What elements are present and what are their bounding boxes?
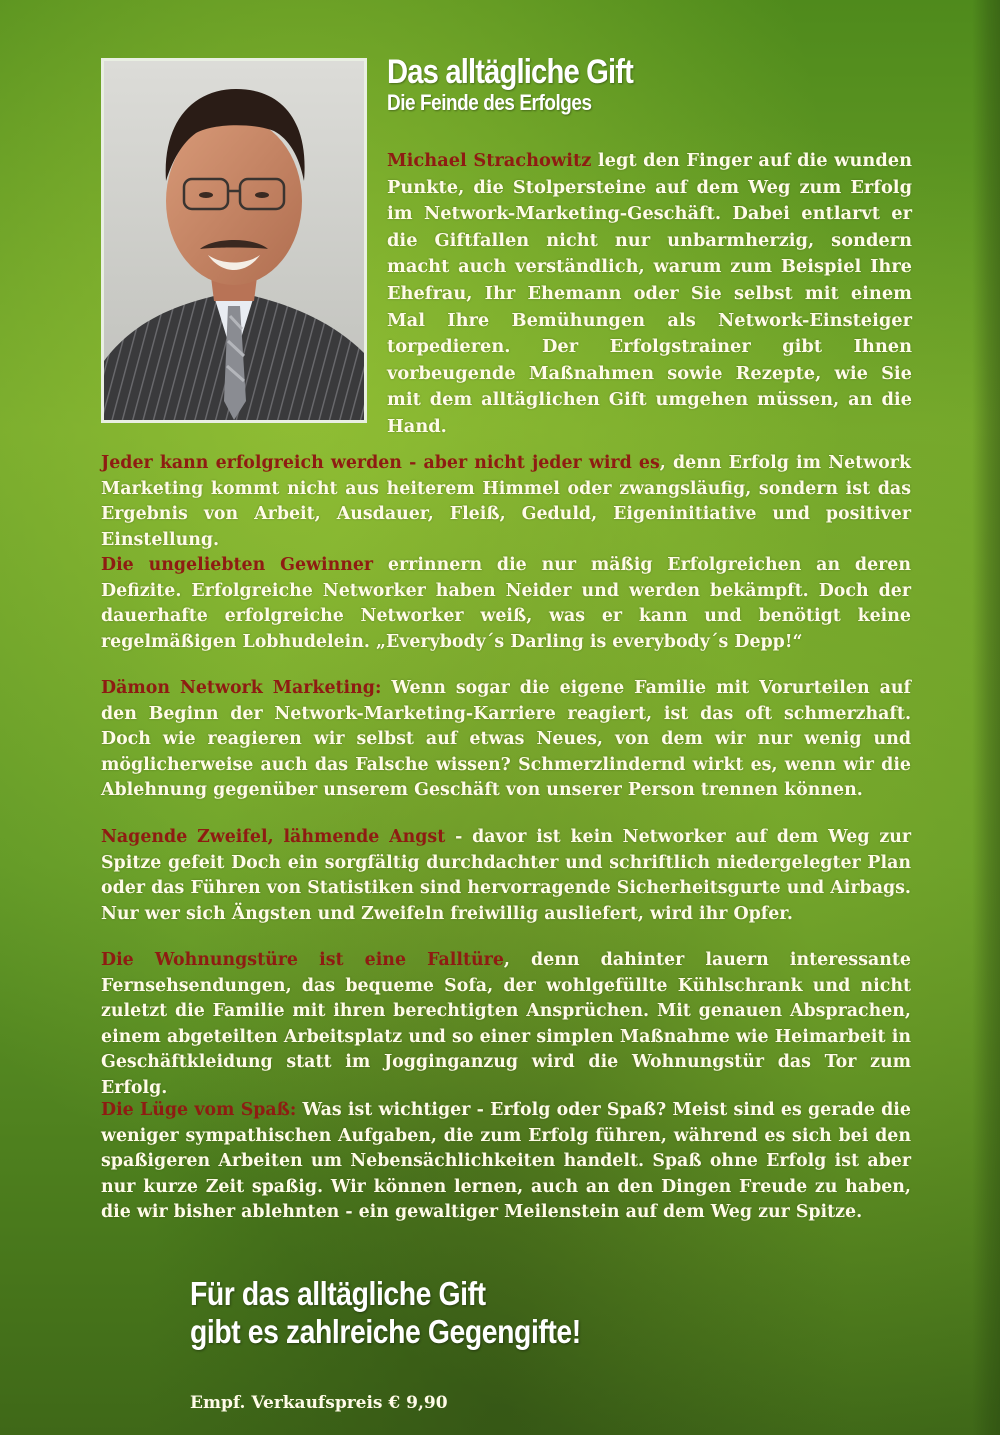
section-text: , denn Erfolg im Network Marketing kommt nicht aus heiterem Himmel oder zwangsläufig, sondern ist das Ergebnis von Arbeit, Ausdauer, Fleiß, Geduld, Eigeninitiative und positiver Einstellung. <box>101 453 911 550</box>
section-heading: Die Lüge vom Spaß: <box>101 1100 297 1120</box>
section-heading: Die ungeliebten Gewinner <box>101 555 374 575</box>
section-heading: Dämon Network Marketing: <box>101 678 382 698</box>
section-text: Was ist wichtiger - Erfolg oder Spaß? Meist sind es gerade die weniger sympathischen Aufgaben, die zum Erfolg führen, während es sich bei den spaßigeren Arbeiten um Nebensächlichkeiten handelt. Spaß ohne Erfolg ist aber nur kurze Zeit spaßig. Wir können lernen, auch an den Dingen Freude zu haben, die wir bisher ablehnten - ein gewaltiger Meilenstein auf dem Weg zur Spitze. <box>101 1100 911 1223</box>
section-daemon-network <box>101 676 911 804</box>
section-heading: Jeder kann erfolgreich werden - aber nicht jeder wird es <box>101 453 660 473</box>
author-name-highlight: Michael Strachowitz <box>387 150 592 171</box>
section-text: , denn dahinter lauern interessante Fernsehsendungen, das bequeme Sofa, der wohlgefüllte Kühlschrank und nicht zuletzt die Familie mit ihren berechtigten Ansprüchen. Mit genauen Absprachen, einem abgeteilten Arbeitsplatz und so einer simplen Maßnahme wie Heimarbeit in Geschäftkleidung statt im Jogginganzug wird die Wohnungstür das Tor zum Erfolg. <box>101 950 911 1098</box>
section-nagende-zweifel <box>101 825 911 927</box>
book-spine-shadow <box>972 0 1000 1435</box>
section-text: - davor ist kein Networker auf dem Weg zur Spitze gefeit Doch ein sorgfältig durchdachter und schriftlich niedergelegter Plan oder das Führen von Statistiken sind hervorragende Sicherheitsgurte und Airbags. Nur wer sich Ängsten und Zweifeln freiwillig ausliefert, wird ihr Opfer. <box>101 827 911 924</box>
section-text: errinnern die nur mäßig Erfolgreichen an deren Defizite. Erfolgreiche Networker haben Neider und werden bekämpft. Doch der dauerhafte erfolgreiche Networker weiß, was er kann und benötigt keine regelmäßigen Lobhudelein. „Everybody´s Darling is everybody´s Depp!“ <box>101 555 912 652</box>
intro-paragraph <box>387 148 912 441</box>
closing-line-1: Für das alltägliche Gift <box>190 1275 486 1312</box>
section-heading: Nagende Zweifel, lähmende Angst <box>101 827 446 847</box>
closing-line-2: gibt es zahlreiche Gegengifte! <box>190 1313 581 1350</box>
book-title: Das alltägliche Gift <box>387 53 634 91</box>
author-portrait-photo <box>101 58 367 423</box>
section-luege-vom-spass <box>101 1098 911 1226</box>
intro-text: legt den Finger auf die wunden Punkte, die Stolpersteine auf dem Weg zum Erfolg im Network-Marketing-Geschäft. Dabei entlarvt er die Giftfallen nicht nur unbarmherzig, sondern macht auch verständlich, warum zum Beispiel Ihre Ehefrau, Ihr Ehemann oder Sie selbst mit einem Mal Ihre Bemühungen als Network-Einsteiger torpedieren. Der Erfolgstrainer gibt Ihnen vorbeugende Maßnahmen sowie Rezepte, wie Sie mit dem alltäglichen Gift umgehen müssen, an die Hand. <box>387 150 913 437</box>
section-ungeliebte-gewinner <box>101 553 911 655</box>
closing-slogan <box>190 1275 581 1351</box>
section-text: Wenn sogar die eigene Familie mit Vorurteilen auf den Beginn der Network-Marketing-Karriere reagiert, ist das oft schmerzhaft. Doch wie reagieren wir selbst auf etwas Neues, von dem wir nur wenig und möglicherweise auch das Falsche wissen? Schmerzlindernd wirkt es, wenn wir die Ablehnung gegenüber unserem Geschäft von unserer Person trennen können. <box>101 678 911 801</box>
section-jeder-kann <box>101 451 911 553</box>
retail-price: Empf. Verkaufspreis € 9,90 <box>190 1393 448 1413</box>
section-wohnungstuere <box>101 948 911 1102</box>
book-subtitle: Die Feinde des Erfolges <box>387 90 592 115</box>
section-heading: Die Wohnungstüre ist eine Falltüre <box>101 950 504 970</box>
